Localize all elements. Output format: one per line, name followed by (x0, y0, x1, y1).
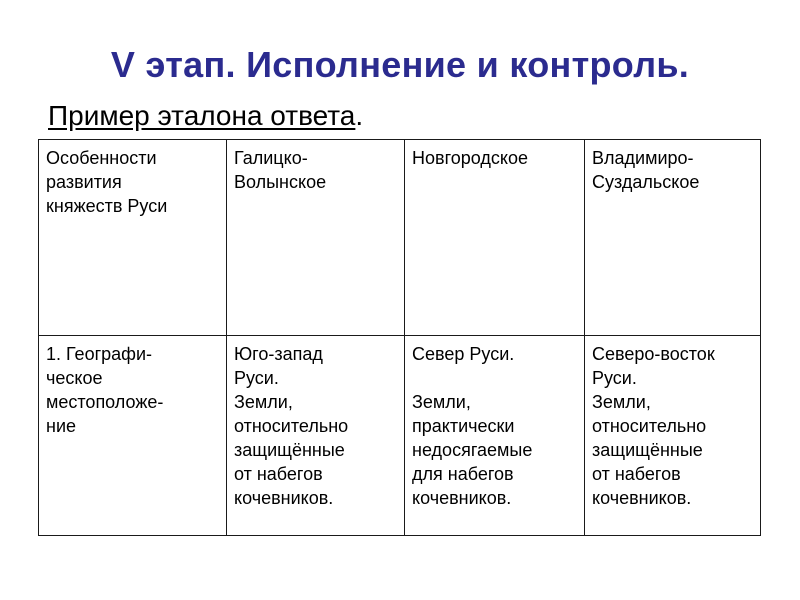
cell-line: кочевников. (234, 488, 334, 508)
cell-line: Особенности (46, 148, 157, 168)
cell-line: защищённые (592, 440, 703, 460)
slide-subtitle (48, 100, 363, 132)
cell-line: Руси. (592, 368, 637, 388)
cell-line: практически (412, 416, 515, 436)
subtitle-text: Пример эталона ответа (48, 100, 356, 131)
cell-line: Руси. (234, 368, 279, 388)
cell-novgorod-geography (405, 336, 585, 536)
cell-line: Новгородское (412, 148, 528, 168)
cell-line: относительно (592, 416, 707, 436)
cell-line: Юго-запад (234, 344, 323, 364)
slide-title: V этап. Исполнение и контроль. (110, 44, 690, 85)
cell-line: Северо-восток (592, 344, 715, 364)
row-label-geography (39, 336, 227, 536)
comparison-table (38, 139, 761, 536)
cell-line: для набегов (412, 464, 514, 484)
table-header-row (39, 140, 761, 336)
cell-line: Волынское (234, 172, 327, 192)
cell-line: 1. Географи- (46, 344, 153, 364)
cell-line: ние (46, 416, 77, 436)
cell-line: кочевников. (592, 488, 692, 508)
cell-line: защищённые (234, 440, 345, 460)
cell-line: Земли, (234, 392, 293, 412)
header-cell-features (39, 140, 227, 336)
cell-line: относительно (234, 416, 349, 436)
header-cell-vladimir-suzdal (585, 140, 761, 336)
cell-line: кочевников. (412, 488, 512, 508)
cell-line: развития (46, 172, 122, 192)
cell-line: от набегов (234, 464, 323, 484)
cell-line: Земли, (592, 392, 651, 412)
cell-line: от набегов (592, 464, 681, 484)
header-cell-novgorod (405, 140, 585, 336)
cell-line: Север Руси. (412, 344, 515, 364)
header-cell-galicia-volhynia (227, 140, 405, 336)
table-row-geography (39, 336, 761, 536)
cell-line: княжеств Руси (46, 196, 168, 216)
paragraph-gap (412, 366, 578, 390)
cell-line: местоположе- (46, 392, 164, 412)
cell-line: Суздальское (592, 172, 700, 192)
subtitle-period: . (355, 100, 364, 131)
cell-galicia-geography (227, 336, 405, 536)
cell-line: недосягаемые (412, 440, 533, 460)
cell-line: Галицко- (234, 148, 308, 168)
cell-line: Владимиро- (592, 148, 694, 168)
cell-line: Земли, (412, 392, 471, 412)
cell-line: ческое (46, 368, 103, 388)
cell-vladimir-geography (585, 336, 761, 536)
